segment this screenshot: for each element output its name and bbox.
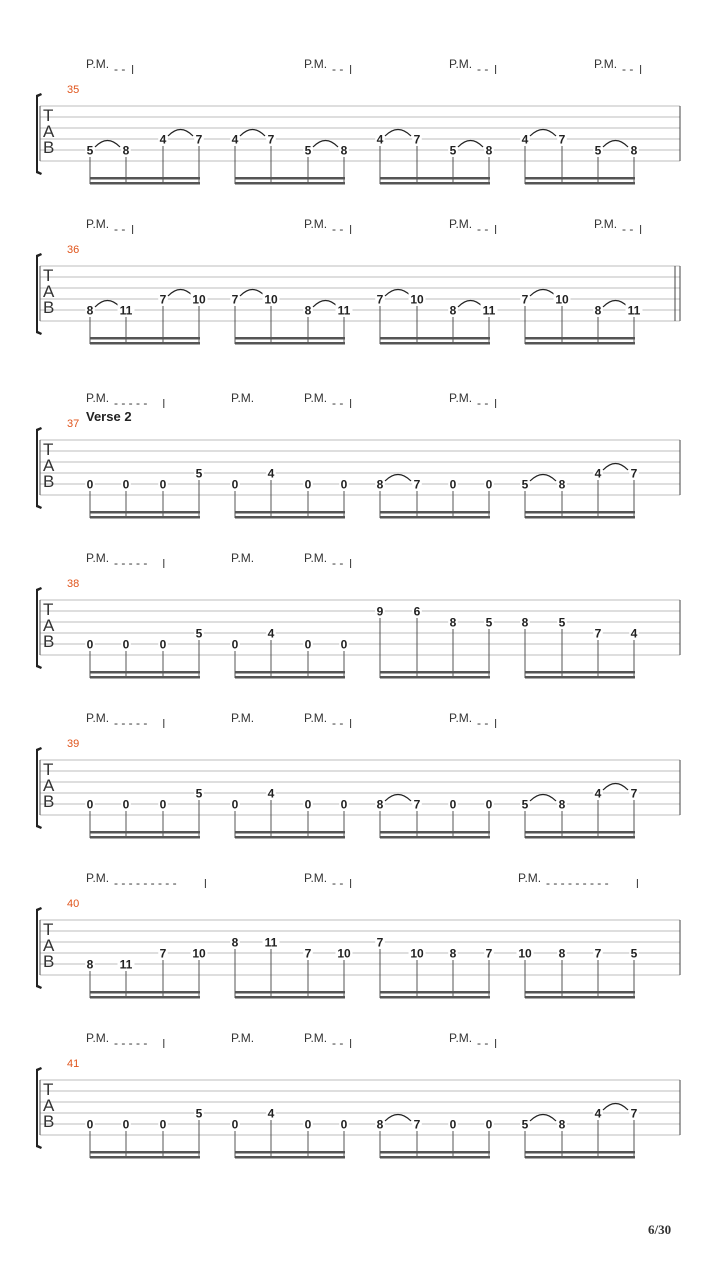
fret-number: 5: [521, 1117, 529, 1132]
beam: [525, 511, 635, 514]
fret-number: 8: [558, 1117, 566, 1132]
fret-number: 8: [449, 946, 457, 961]
beam: [525, 1151, 635, 1154]
slur: [530, 1115, 556, 1122]
beam: [525, 177, 635, 180]
beam: [525, 182, 635, 185]
palm-mute-label: P.M.: [449, 1031, 473, 1045]
beam: [380, 671, 490, 674]
tab-clef-letter: A: [43, 282, 55, 301]
fret-number: 0: [304, 477, 312, 492]
palm-mute-label: P.M.: [231, 711, 255, 725]
fret-number: 10: [410, 946, 424, 961]
slur: [603, 464, 628, 471]
slur: [530, 130, 556, 137]
fret-number: 8: [304, 303, 312, 318]
beam: [235, 516, 345, 519]
system-bracket: [36, 93, 42, 175]
palm-mute-extension: - -: [477, 222, 489, 236]
fret-number: 4: [376, 132, 384, 147]
fret-number: 8: [449, 303, 457, 318]
palm-mute-label: P.M.: [231, 1031, 255, 1045]
palm-mute-label: P.M.: [304, 551, 328, 565]
fret-number: 11: [337, 303, 351, 318]
beam: [90, 831, 200, 834]
slur: [603, 784, 628, 791]
fret-number: 4: [594, 786, 602, 801]
system-bracket: [36, 907, 42, 989]
slur: [95, 301, 120, 308]
slur: [240, 130, 265, 137]
beam: [525, 1156, 635, 1159]
palm-mute-extension: - -: [332, 556, 344, 570]
palm-mute-extension: - -: [332, 396, 344, 410]
fret-number: 0: [86, 477, 94, 492]
beam: [90, 177, 200, 180]
fret-number: 5: [195, 786, 203, 801]
beam: [90, 1151, 200, 1154]
beam: [380, 676, 490, 679]
beam: [525, 516, 635, 519]
slur: [95, 141, 120, 148]
system-bracket: [36, 427, 42, 509]
tab-clef-letter: B: [43, 472, 55, 491]
fret-number: 5: [86, 143, 94, 158]
fret-number: 5: [630, 946, 638, 961]
measure-number: 38: [67, 578, 80, 590]
fret-number: 7: [159, 946, 167, 961]
fret-number: 7: [630, 786, 638, 801]
beam: [235, 671, 345, 674]
beam: [380, 342, 490, 345]
fret-number: 0: [122, 637, 130, 652]
slur: [385, 290, 411, 297]
fret-number: 0: [449, 797, 457, 812]
fret-number: 7: [267, 132, 275, 147]
beam: [235, 342, 345, 345]
fret-number: 7: [521, 292, 529, 307]
fret-number: 7: [413, 1117, 421, 1132]
beam: [90, 1156, 200, 1159]
fret-number: 0: [485, 1117, 493, 1132]
beam: [90, 342, 200, 345]
fret-number: 8: [340, 143, 348, 158]
beam: [235, 511, 345, 514]
palm-mute-label: P.M.: [86, 57, 110, 71]
fret-number: 0: [485, 477, 493, 492]
palm-mute-label: P.M.: [86, 217, 110, 231]
fret-number: 7: [630, 466, 638, 481]
fret-number: 0: [231, 797, 239, 812]
palm-mute-label: P.M.: [518, 871, 542, 885]
tab-clef-letter: T: [43, 600, 54, 619]
palm-mute-label: P.M.: [86, 871, 110, 885]
fret-number: 11: [119, 957, 133, 972]
beam: [380, 836, 490, 839]
system-bracket: [36, 253, 42, 335]
slur: [530, 290, 556, 297]
fret-number: 6: [413, 604, 421, 619]
tab-clef-letter: T: [43, 760, 54, 779]
measure-number: 39: [67, 738, 80, 750]
palm-mute-extension: - -: [477, 716, 489, 730]
fret-number: 0: [304, 797, 312, 812]
fret-number: 0: [122, 797, 130, 812]
tab-clef-letter: B: [43, 138, 55, 157]
fret-number: 11: [627, 303, 641, 318]
palm-mute-extension: - -: [622, 62, 634, 76]
fret-number: 8: [521, 615, 529, 630]
palm-mute-extension: - - - - -: [114, 1036, 148, 1050]
fret-number: 0: [231, 1117, 239, 1132]
beam: [525, 831, 635, 834]
tab-clef-letter: T: [43, 106, 54, 125]
palm-mute-label: P.M.: [449, 391, 473, 405]
fret-number: 11: [264, 935, 278, 950]
palm-mute-extension: - - - - - - - - -: [114, 876, 177, 890]
palm-mute-extension: - -: [332, 876, 344, 890]
slur: [313, 141, 338, 148]
beam: [235, 337, 345, 340]
fret-number: 8: [558, 477, 566, 492]
fret-number: 0: [122, 1117, 130, 1132]
fret-number: 5: [521, 797, 529, 812]
tab-system: [36, 1031, 680, 1159]
palm-mute-label: P.M.: [304, 711, 328, 725]
fret-number: 8: [122, 143, 130, 158]
beam: [525, 996, 635, 999]
fret-number: 5: [195, 1106, 203, 1121]
fret-number: 5: [594, 143, 602, 158]
fret-number: 5: [485, 615, 493, 630]
fret-number: 8: [86, 303, 94, 318]
system-bracket: [36, 1067, 42, 1149]
beam: [525, 836, 635, 839]
slur: [168, 130, 193, 137]
fret-number: 4: [594, 1106, 602, 1121]
fret-number: 8: [231, 935, 239, 950]
beam: [90, 511, 200, 514]
measure-number: 37: [67, 418, 80, 430]
fret-number: 8: [449, 615, 457, 630]
fret-number: 8: [485, 143, 493, 158]
measure-number: 41: [67, 1058, 80, 1070]
beam: [90, 337, 200, 340]
tab-clef-letter: B: [43, 952, 55, 971]
fret-number: 8: [376, 477, 384, 492]
fret-number: 0: [485, 797, 493, 812]
fret-number: 8: [558, 797, 566, 812]
slur: [458, 141, 483, 148]
fret-number: 0: [86, 637, 94, 652]
fret-number: 4: [267, 1106, 275, 1121]
fret-number: 4: [159, 132, 167, 147]
fret-number: 4: [267, 626, 275, 641]
beam: [380, 177, 490, 180]
slur: [603, 301, 628, 308]
beam: [235, 836, 345, 839]
palm-mute-label: P.M.: [304, 391, 328, 405]
fret-number: 7: [558, 132, 566, 147]
slur: [530, 795, 556, 802]
fret-number: 0: [86, 797, 94, 812]
fret-number: 0: [159, 797, 167, 812]
fret-number: 7: [413, 477, 421, 492]
fret-number: 4: [630, 626, 638, 641]
fret-number: 8: [558, 946, 566, 961]
beam: [90, 836, 200, 839]
beam: [235, 1156, 345, 1159]
palm-mute-extension: - - - - - - - - -: [546, 876, 609, 890]
tab-clef-letter: T: [43, 920, 54, 939]
fret-number: 4: [231, 132, 239, 147]
fret-number: 10: [410, 292, 424, 307]
fret-number: 5: [195, 626, 203, 641]
measure-number: 36: [67, 244, 80, 256]
beam: [380, 511, 490, 514]
palm-mute-label: P.M.: [86, 551, 110, 565]
fret-number: 10: [555, 292, 569, 307]
palm-mute-extension: - -: [332, 1036, 344, 1050]
palm-mute-label: P.M.: [449, 217, 473, 231]
fret-number: 5: [558, 615, 566, 630]
beam: [90, 676, 200, 679]
fret-number: 10: [192, 946, 206, 961]
beam: [90, 671, 200, 674]
tab-clef-letter: A: [43, 776, 55, 795]
palm-mute-label: P.M.: [304, 217, 328, 231]
fret-number: 10: [518, 946, 532, 961]
beam: [525, 342, 635, 345]
palm-mute-label: P.M.: [594, 57, 618, 71]
measure-number: 35: [67, 84, 80, 96]
beam: [90, 991, 200, 994]
fret-number: 0: [231, 477, 239, 492]
fret-number: 0: [122, 477, 130, 492]
beam: [525, 676, 635, 679]
fret-number: 7: [594, 946, 602, 961]
tab-system: [36, 711, 680, 839]
palm-mute-label: P.M.: [86, 1031, 110, 1045]
beam: [235, 177, 345, 180]
beam: [380, 1151, 490, 1154]
fret-number: 11: [119, 303, 133, 318]
tab-clef-letter: T: [43, 1080, 54, 1099]
palm-mute-label: P.M.: [594, 217, 618, 231]
fret-number: 7: [159, 292, 167, 307]
palm-mute-extension: - - - - -: [114, 556, 148, 570]
beam: [235, 996, 345, 999]
slur: [313, 301, 338, 308]
beam: [235, 1151, 345, 1154]
fret-number: 7: [630, 1106, 638, 1121]
fret-number: 0: [159, 477, 167, 492]
slur: [385, 795, 411, 802]
slur: [530, 475, 556, 482]
beam: [525, 337, 635, 340]
palm-mute-extension: - -: [477, 62, 489, 76]
tab-clef-letter: A: [43, 122, 55, 141]
slur: [385, 1115, 411, 1122]
fret-number: 7: [304, 946, 312, 961]
palm-mute-label: P.M.: [86, 711, 110, 725]
palm-mute-extension: - -: [332, 222, 344, 236]
tab-clef-letter: A: [43, 616, 55, 635]
beam: [380, 516, 490, 519]
palm-mute-extension: - - - - -: [114, 716, 148, 730]
beam: [380, 182, 490, 185]
system-bracket: [36, 747, 42, 829]
beam: [235, 676, 345, 679]
fret-number: 0: [449, 477, 457, 492]
beam: [90, 182, 200, 185]
fret-number: 5: [304, 143, 312, 158]
beam: [90, 516, 200, 519]
tab-system: [36, 391, 680, 519]
palm-mute-extension: - -: [332, 62, 344, 76]
slur: [385, 475, 411, 482]
fret-number: 0: [304, 1117, 312, 1132]
tab-clef-letter: B: [43, 632, 55, 651]
fret-number: 7: [231, 292, 239, 307]
fret-number: 4: [521, 132, 529, 147]
fret-number: 0: [159, 1117, 167, 1132]
fret-number: 4: [267, 466, 275, 481]
palm-mute-extension: - -: [114, 62, 126, 76]
tab-system: [36, 217, 680, 345]
fret-number: 7: [413, 797, 421, 812]
fret-number: 0: [340, 477, 348, 492]
beam: [380, 1156, 490, 1159]
palm-mute-label: P.M.: [449, 711, 473, 725]
fret-number: 0: [86, 1117, 94, 1132]
tab-system: [36, 871, 680, 999]
tab-clef-letter: B: [43, 298, 55, 317]
palm-mute-extension: - -: [114, 222, 126, 236]
tab-system: [36, 551, 680, 679]
beam: [380, 337, 490, 340]
fret-number: 0: [159, 637, 167, 652]
measure-number: 40: [67, 898, 80, 910]
page-number: 6/30: [648, 1222, 672, 1237]
fret-number: 4: [594, 466, 602, 481]
beam: [235, 182, 345, 185]
fret-number: 4: [267, 786, 275, 801]
fret-number: 7: [195, 132, 203, 147]
fret-number: 10: [192, 292, 206, 307]
palm-mute-label: P.M.: [304, 1031, 328, 1045]
fret-number: 9: [376, 604, 384, 619]
palm-mute-label: P.M.: [231, 551, 255, 565]
tab-clef-letter: B: [43, 792, 55, 811]
beam: [380, 831, 490, 834]
fret-number: 10: [264, 292, 278, 307]
beam: [235, 831, 345, 834]
fret-number: 8: [86, 957, 94, 972]
fret-number: 8: [630, 143, 638, 158]
fret-number: 0: [304, 637, 312, 652]
palm-mute-label: P.M.: [449, 57, 473, 71]
slur: [458, 301, 483, 308]
fret-number: 7: [413, 132, 421, 147]
fret-number: 5: [195, 466, 203, 481]
fret-number: 0: [340, 637, 348, 652]
fret-number: 5: [521, 477, 529, 492]
system-bracket: [36, 587, 42, 669]
fret-number: 8: [594, 303, 602, 318]
tab-system: [36, 57, 680, 185]
fret-number: 7: [376, 292, 384, 307]
palm-mute-extension: - - - - -: [114, 396, 148, 410]
palm-mute-label: P.M.: [86, 391, 110, 405]
fret-number: 0: [449, 1117, 457, 1132]
fret-number: 5: [449, 143, 457, 158]
beam: [525, 671, 635, 674]
slur: [603, 141, 628, 148]
fret-number: 8: [376, 797, 384, 812]
beam: [235, 991, 345, 994]
palm-mute-extension: - -: [477, 396, 489, 410]
beam: [90, 996, 200, 999]
palm-mute-extension: - -: [332, 716, 344, 730]
slur: [168, 290, 193, 297]
palm-mute-extension: - -: [622, 222, 634, 236]
fret-number: 7: [376, 935, 384, 950]
beam: [525, 991, 635, 994]
fret-number: 0: [340, 797, 348, 812]
beam: [380, 996, 490, 999]
tab-clef-letter: T: [43, 440, 54, 459]
slur: [603, 1104, 628, 1111]
fret-number: 8: [376, 1117, 384, 1132]
slur: [385, 130, 411, 137]
tab-clef-letter: A: [43, 456, 55, 475]
tab-clef-letter: A: [43, 1096, 55, 1115]
fret-number: 11: [482, 303, 496, 318]
fret-number: 10: [337, 946, 351, 961]
palm-mute-extension: - -: [477, 1036, 489, 1050]
tab-clef-letter: T: [43, 266, 54, 285]
slur: [240, 290, 265, 297]
palm-mute-label: P.M.: [231, 391, 255, 405]
fret-number: 0: [340, 1117, 348, 1132]
palm-mute-label: P.M.: [304, 871, 328, 885]
palm-mute-label: P.M.: [304, 57, 328, 71]
fret-number: 0: [231, 637, 239, 652]
beam: [380, 991, 490, 994]
tab-clef-letter: A: [43, 936, 55, 955]
fret-number: 7: [485, 946, 493, 961]
tab-clef-letter: B: [43, 1112, 55, 1131]
section-label: Verse 2: [86, 409, 132, 424]
fret-number: 7: [594, 626, 602, 641]
